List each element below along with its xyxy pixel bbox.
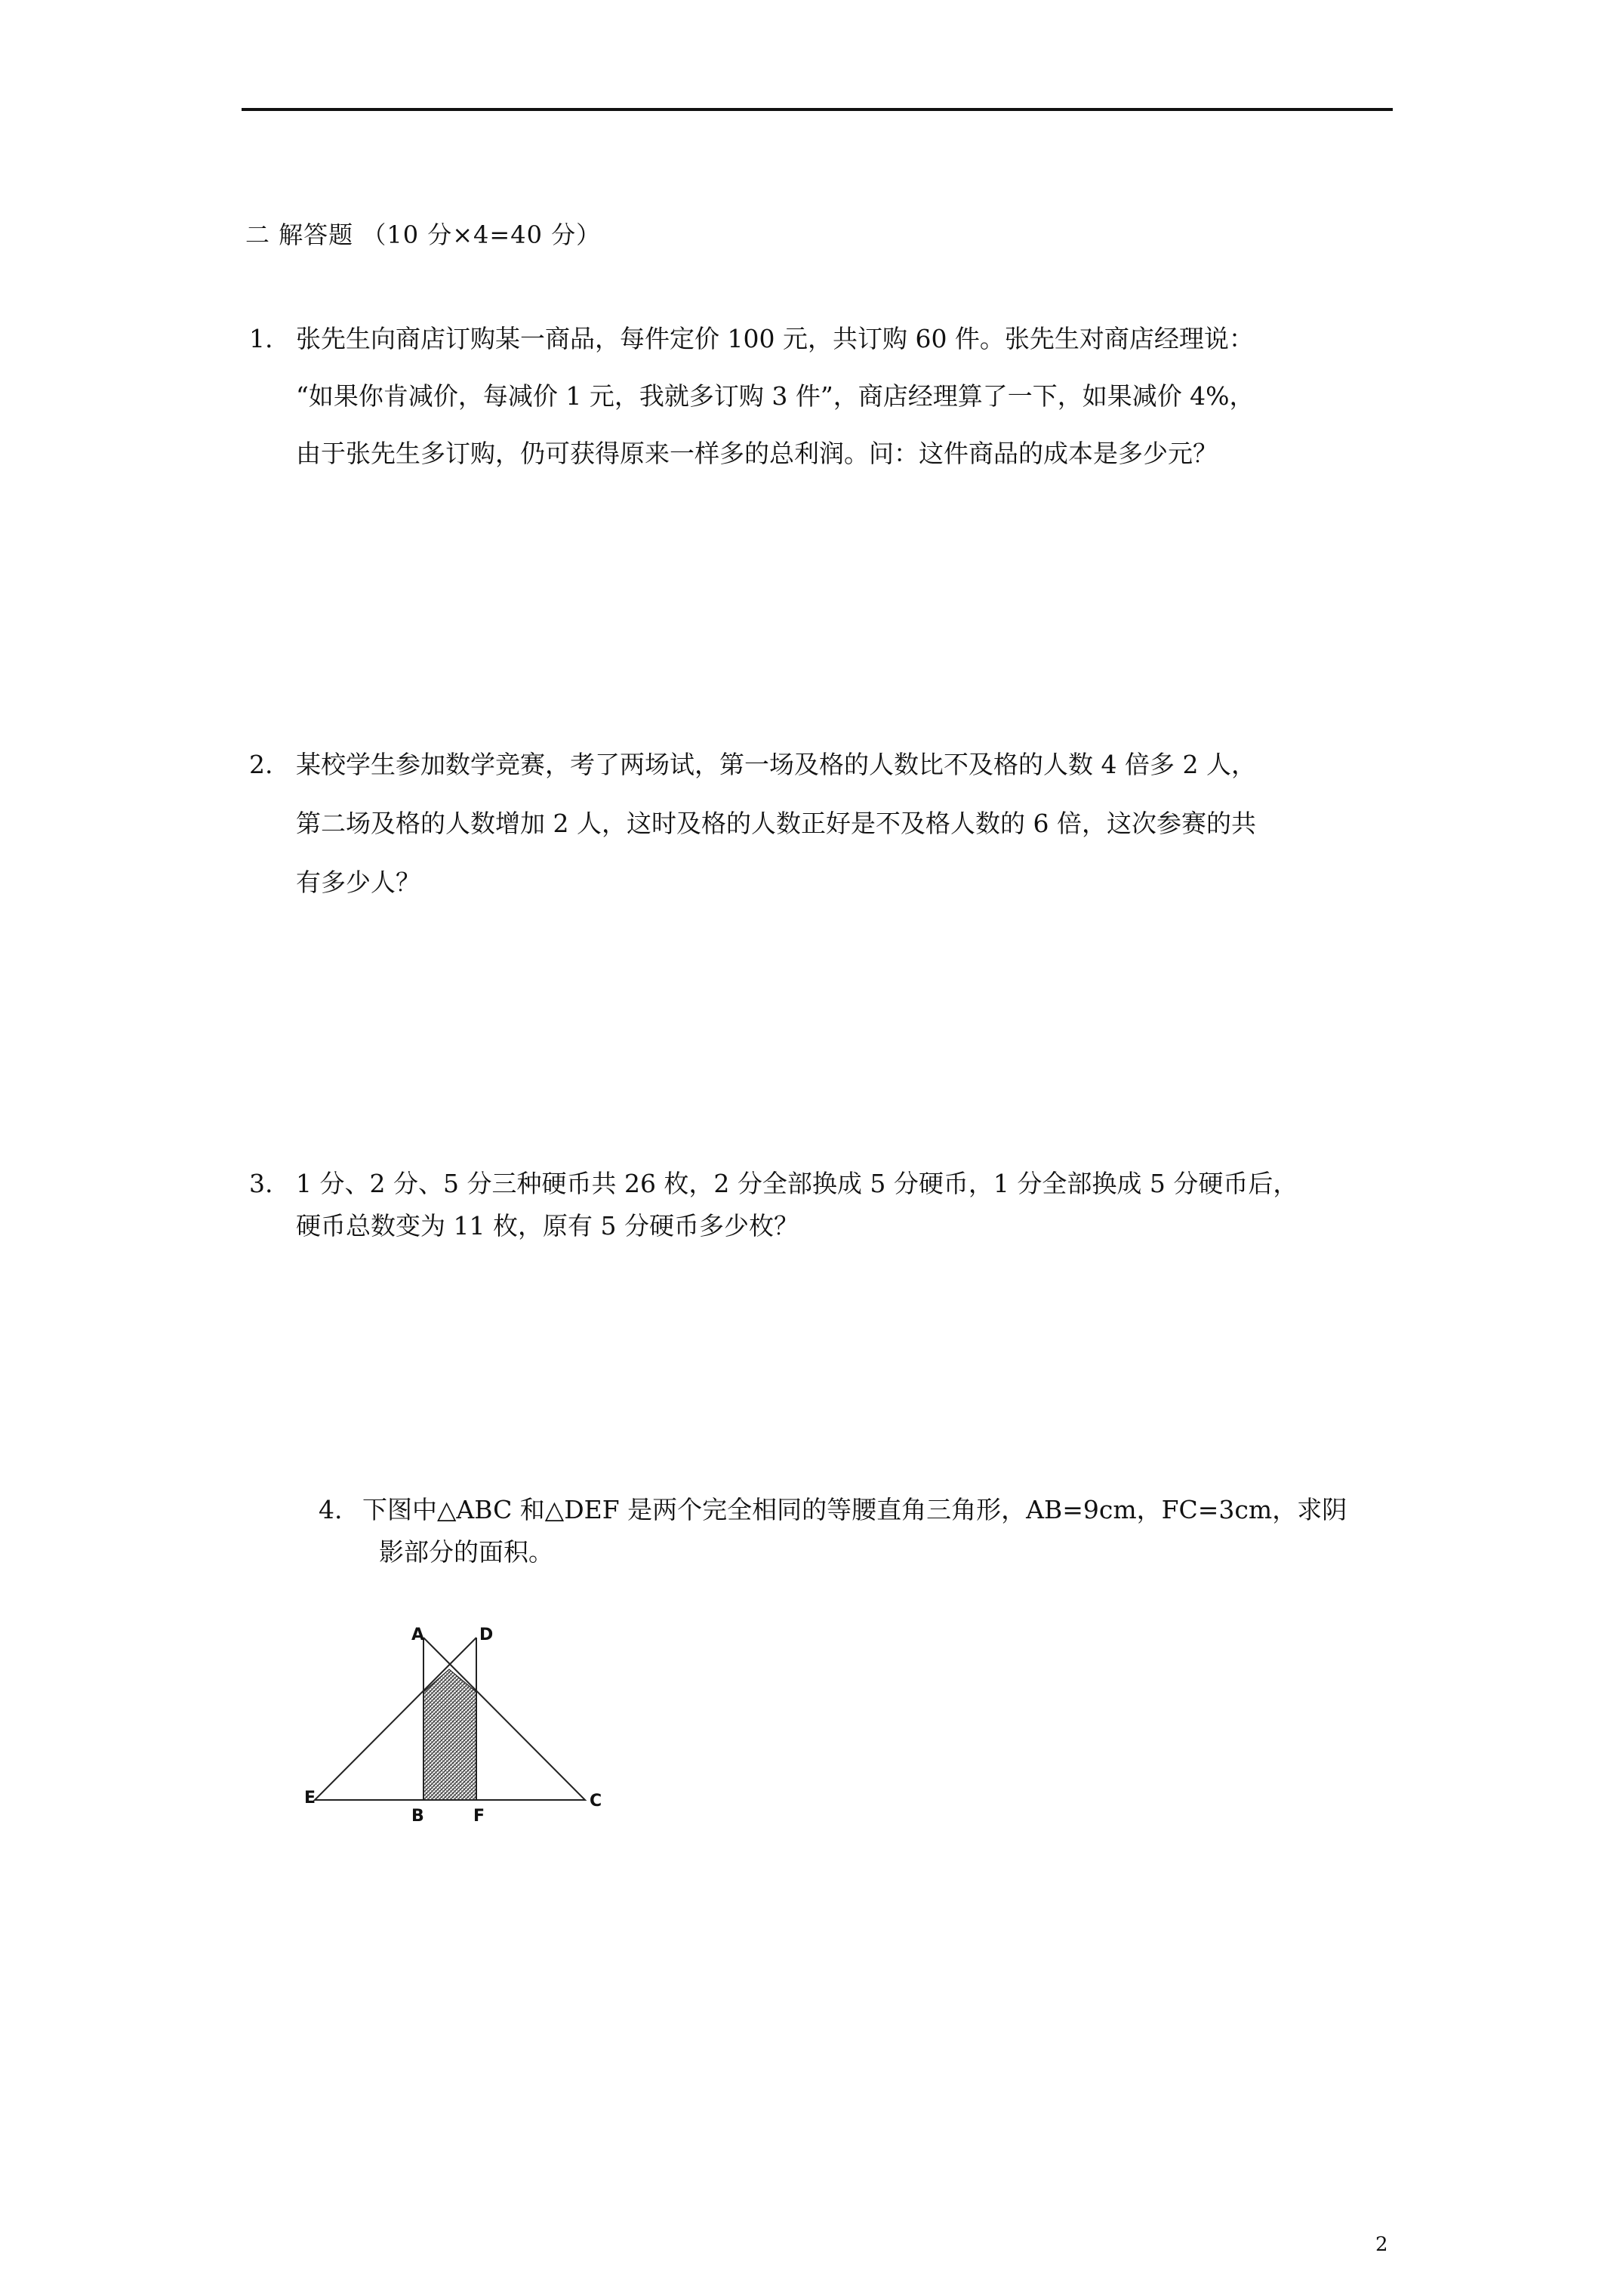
section-title: 二 解答题 （10 分×4=40 分） xyxy=(245,220,602,249)
question-number: 1. xyxy=(249,324,273,353)
triangle-diagram xyxy=(298,1627,615,1826)
label-b: B xyxy=(411,1807,424,1826)
question-line: 硬币总数变为 11 枚，原有 5 分硬币多少枚？ xyxy=(296,1211,799,1240)
question-line: 有多少人？ xyxy=(296,868,420,897)
page-number: 2 xyxy=(1375,2233,1388,2256)
question-line: 影部分的面积。 xyxy=(379,1537,553,1567)
question-number: 3. xyxy=(249,1169,273,1198)
question-number: 4. xyxy=(319,1495,343,1524)
question-number: 2. xyxy=(249,750,273,779)
question-line: 张先生向商店订购某一商品，每件定价 100 元，共订购 60 件。张先生对商店经理说： xyxy=(296,324,1254,353)
question-line: 1 分、2 分、5 分三种硬币共 26 枚，2 分全部换成 5 分硬币，1 分全部换成 5 分硬币后， xyxy=(296,1169,1298,1198)
label-d: D xyxy=(479,1626,494,1644)
label-c: C xyxy=(590,1792,602,1811)
shaded-region xyxy=(423,1669,476,1800)
label-f: F xyxy=(473,1807,485,1826)
question-line: “如果你肯减价，每减价 1 元，我就多订购 3 件”，商店经理算了一下，如果减价 4%， xyxy=(296,381,1255,411)
question-line: 某校学生参加数学竞赛，考了两场试，第一场及格的人数比不及格的人数 4 倍多 2 人， xyxy=(296,750,1256,779)
label-e: E xyxy=(304,1789,316,1808)
question-line: 由于张先生多订购，仍可获得原来一样多的总利润。问：这件商品的成本是多少元？ xyxy=(296,439,1218,468)
question-line: 下图中△ABC 和△DEF 是两个完全相同的等腰直角三角形，AB=9cm，FC=3cm，求阴 xyxy=(362,1495,1347,1524)
triangle-figure xyxy=(298,1626,615,1826)
header-rule xyxy=(242,108,1393,111)
question-line: 第二场及格的人数增加 2 人，这时及格的人数正好是不及格人数的 6 倍，这次参赛的共 xyxy=(296,809,1256,838)
label-a: A xyxy=(411,1626,425,1644)
